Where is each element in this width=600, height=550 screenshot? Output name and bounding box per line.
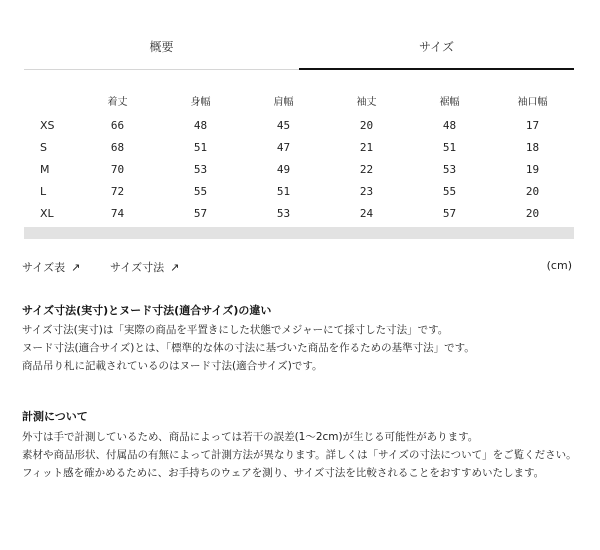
table-cell: 49 bbox=[276, 162, 291, 176]
table-row bbox=[24, 136, 574, 158]
table-cell: 48 bbox=[442, 118, 457, 132]
table-cell: 19 bbox=[525, 162, 540, 176]
table-row bbox=[24, 158, 574, 180]
table-cell: 68 bbox=[110, 140, 125, 154]
difference-paragraph bbox=[22, 321, 582, 375]
table-cell: 57 bbox=[193, 206, 208, 220]
column-header: 身幅 bbox=[190, 96, 211, 108]
table-cell: 53 bbox=[276, 206, 291, 220]
size-label: M bbox=[40, 162, 50, 176]
unit-label: (cm) bbox=[546, 259, 572, 272]
table-row bbox=[24, 202, 574, 224]
size-label: XL bbox=[40, 206, 54, 220]
measure-line: 外寸は手で計測しているため、商品によっては若干の誤差(1〜2cm)が生じる可能性があります。 bbox=[22, 431, 479, 443]
measure-line: 素材や商品形状、付属品の有無によって計測方法が異なります。詳しくは「サイズの寸法について」をご覧ください。 bbox=[22, 449, 577, 461]
size-label: XS bbox=[40, 118, 55, 132]
tab-size[interactable]: サイズ bbox=[299, 30, 574, 69]
size-label: L bbox=[40, 184, 47, 198]
difference-section-title: サイズ寸法(実寸)とヌード寸法(適合サイズ)の違い bbox=[22, 304, 272, 317]
table-cell: 66 bbox=[110, 118, 125, 132]
difference-line: サイズ寸法(実寸)は「実際の商品を平置きにした状態でメジャーにて採寸した寸法」です。 bbox=[22, 324, 449, 336]
table-cell: 20 bbox=[525, 206, 540, 220]
table-cell: 53 bbox=[193, 162, 208, 176]
table-cell: 24 bbox=[359, 206, 374, 220]
table-cell: 70 bbox=[110, 162, 125, 176]
table-cell: 55 bbox=[193, 184, 208, 198]
measure-line: フィット感を確かめるために、お手持ちのウェアを測り、サイズ寸法を比較されることをおすすめいたします。 bbox=[22, 467, 545, 479]
table-cell: 51 bbox=[442, 140, 457, 154]
table-cell: 51 bbox=[276, 184, 291, 198]
column-header: 裾幅 bbox=[439, 96, 460, 108]
size-table bbox=[24, 86, 574, 224]
difference-line: ヌード寸法(適合サイズ)とは、「標準的な体の寸法に基づいた商品を作るための基準寸法」です。 bbox=[22, 342, 475, 354]
table-cell: 23 bbox=[359, 184, 374, 198]
table-cell: 22 bbox=[359, 162, 374, 176]
tab-overview[interactable]: 概要 bbox=[149, 40, 174, 54]
table-header-row bbox=[24, 86, 574, 114]
column-header: 着丈 bbox=[107, 96, 128, 108]
table-cell: 57 bbox=[442, 206, 457, 220]
column-header: 袖口幅 bbox=[517, 96, 548, 108]
arrow-up-right-icon: ↗ bbox=[170, 261, 180, 274]
table-cell: 21 bbox=[359, 140, 374, 154]
measure-section-title: 計測について bbox=[22, 410, 88, 423]
table-cell: 45 bbox=[276, 118, 291, 132]
measure-paragraph bbox=[22, 428, 582, 482]
difference-line: 商品吊り札に記載されているのはヌード寸法(適合サイズ)です。 bbox=[22, 360, 323, 372]
table-cell: 17 bbox=[525, 118, 540, 132]
table-cell: 51 bbox=[193, 140, 208, 154]
column-header: 肩幅 bbox=[273, 96, 294, 108]
table-cell: 18 bbox=[525, 140, 540, 154]
tab-bar bbox=[24, 30, 574, 70]
size-measure-link-label: サイズ寸法 bbox=[110, 261, 165, 274]
size-measure-link[interactable] bbox=[110, 259, 179, 275]
table-cell: 74 bbox=[110, 206, 125, 220]
table-cell: 72 bbox=[110, 184, 125, 198]
arrow-up-right-icon: ↗ bbox=[71, 261, 81, 274]
table-cell: 47 bbox=[276, 140, 291, 154]
table-horizontal-scrollbar[interactable] bbox=[24, 227, 574, 239]
size-chart-link[interactable] bbox=[22, 259, 80, 275]
table-cell: 20 bbox=[359, 118, 374, 132]
column-header: 袖丈 bbox=[356, 96, 377, 108]
table-cell: 55 bbox=[442, 184, 457, 198]
size-links-row bbox=[22, 259, 574, 275]
size-label: S bbox=[40, 140, 47, 154]
table-cell: 53 bbox=[442, 162, 457, 176]
table-row bbox=[24, 114, 574, 136]
table-row bbox=[24, 180, 574, 202]
size-chart-link-label: サイズ表 bbox=[22, 261, 66, 274]
table-cell: 20 bbox=[525, 184, 540, 198]
table-cell: 48 bbox=[193, 118, 208, 132]
